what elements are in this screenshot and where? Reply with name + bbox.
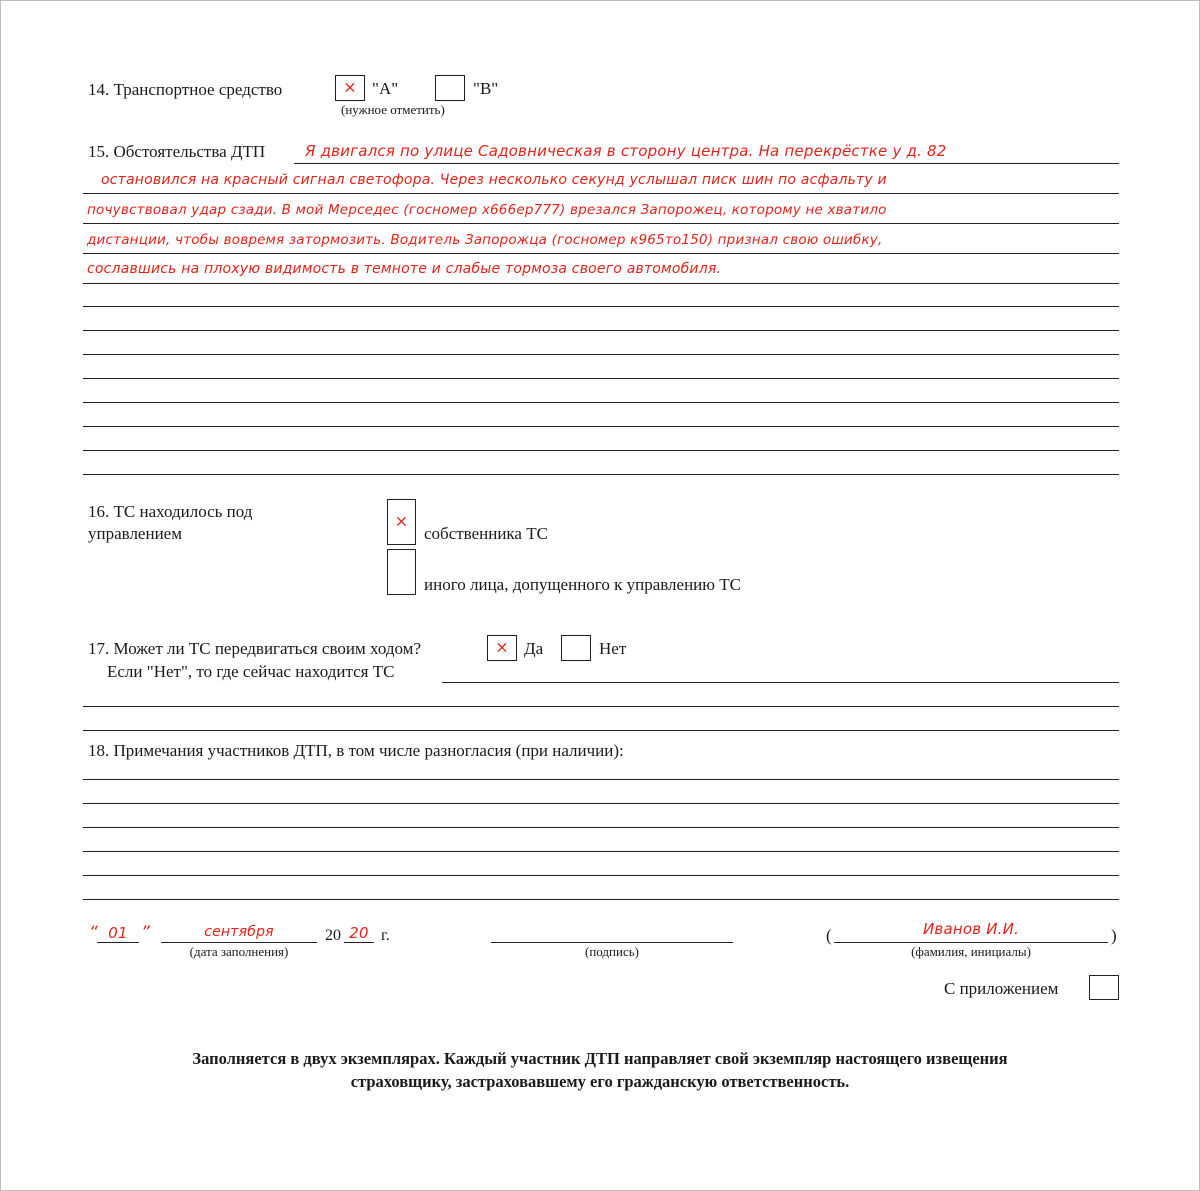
date-month-value: сентября: [204, 924, 274, 940]
date-quote-close: ”: [141, 923, 151, 943]
s18-line-6: [83, 899, 1119, 900]
date-year-unit: г.: [381, 927, 390, 944]
s15-line-7: [83, 330, 1119, 331]
s18-line-3: [83, 827, 1119, 828]
s17-location-line-2: [83, 706, 1119, 707]
s18-line-1: [83, 779, 1119, 780]
cross-mark-icon: ×: [394, 511, 409, 531]
name-value: Иванов И.И.: [922, 920, 1020, 938]
movable-no-label: Нет: [599, 639, 627, 658]
signature-caption: (подпись): [585, 944, 639, 959]
s15-line-9: [83, 378, 1119, 379]
movable-yes-label: Да: [524, 639, 544, 658]
s15-line-5: [83, 283, 1119, 284]
cross-mark-icon: ×: [343, 77, 357, 97]
vehicle-b-label: "B": [473, 79, 499, 98]
s15-line-4: [83, 253, 1119, 254]
cross-mark-icon: ×: [495, 637, 509, 657]
vehicle-a-label: "A": [372, 79, 399, 98]
s18-line-2: [83, 803, 1119, 804]
s15-line-13: [83, 474, 1119, 475]
name-paren-close: ): [1111, 926, 1117, 945]
checkbox-movable-yes[interactable]: [487, 635, 517, 661]
date-year-value: 20: [349, 924, 369, 942]
signature-line: [491, 942, 733, 943]
s16-label-line2: управлением: [88, 524, 182, 543]
driver-other-label: иного лица, допущенного к управлению ТС: [424, 575, 741, 594]
name-paren-open: (: [826, 926, 832, 945]
s17-location-line-3: [83, 730, 1119, 731]
date-year-prefix: 20: [325, 927, 341, 944]
checkbox-vehicle-b[interactable]: [435, 75, 465, 101]
checkbox-movable-no[interactable]: [561, 635, 591, 661]
date-quote-open: “: [89, 923, 99, 943]
checkbox-driver-other[interactable]: [387, 549, 416, 595]
s16-label-line1: 16. ТС находилось под: [88, 502, 253, 521]
s14-label: 14. Транспортное средство: [88, 80, 283, 99]
s14-note: (нужное отметить): [341, 102, 445, 117]
s17-if-no-label: Если "Нет", то где сейчас находится ТС: [107, 662, 395, 681]
s15-line-12: [83, 450, 1119, 451]
s15-label: 15. Обстоятельства ДТП: [88, 142, 266, 161]
s15-line-6: [83, 306, 1119, 307]
s18-line-4: [83, 851, 1119, 852]
date-day-value: 01: [108, 924, 128, 942]
s15-handwritten-line: Я двигался по улице Садовническая в сторону центра. На перекрёстке у д. 82: [305, 142, 947, 160]
s15-handwritten-line: дистанции, чтобы вовремя затормозить. Водитель Запорожца (госномер к965то150) признал свою ошибку,: [87, 232, 883, 248]
notice-line-2: страховщику, застраховавшему его гражданскую ответственность.: [350, 1072, 850, 1091]
s15-line-11: [83, 426, 1119, 427]
name-caption: (фамилия, инициалы): [911, 944, 1031, 959]
checkbox-driver-owner[interactable]: [387, 499, 416, 545]
s15-line-10: [83, 402, 1119, 403]
s15-line-2: [83, 193, 1119, 194]
s17-location-line-1: [442, 682, 1119, 683]
s15-line-3: [83, 223, 1119, 224]
checkbox-attachment[interactable]: [1089, 975, 1119, 1000]
s17-label: 17. Может ли ТС передвигаться своим ходом?: [88, 639, 421, 658]
checkbox-vehicle-a[interactable]: [335, 75, 365, 101]
date-year-line: [344, 942, 374, 943]
date-day-line: [97, 942, 139, 943]
s15-handwritten-line: остановился на красный сигнал светофора. Через несколько секунд услышал писк шин по асфальту и: [101, 172, 887, 188]
name-line: [834, 942, 1108, 943]
driver-owner-label: собственника ТС: [424, 524, 548, 543]
date-caption: (дата заполнения): [189, 944, 289, 959]
s15-line-8: [83, 354, 1119, 355]
notice-line-1: Заполняется в двух экземплярах. Каждый участник ДТП направляет свой экземпляр настоящего извещения: [192, 1049, 1008, 1068]
attachment-label: С приложением: [944, 979, 1059, 998]
s15-handwritten-line: сославшись на плохую видимость в темноте и слабые тормоза своего автомобиля.: [87, 261, 722, 277]
s15-line-1: [294, 163, 1119, 164]
s18-label: 18. Примечания участников ДТП, в том числе разногласия (при наличии):: [88, 741, 624, 760]
date-month-line: [161, 942, 317, 943]
s15-handwritten-line: почувствовал удар сзади. В мой Мерседес (госномер х666ер777) врезался Запорожец, которому не хватило: [87, 202, 887, 218]
s18-line-5: [83, 875, 1119, 876]
